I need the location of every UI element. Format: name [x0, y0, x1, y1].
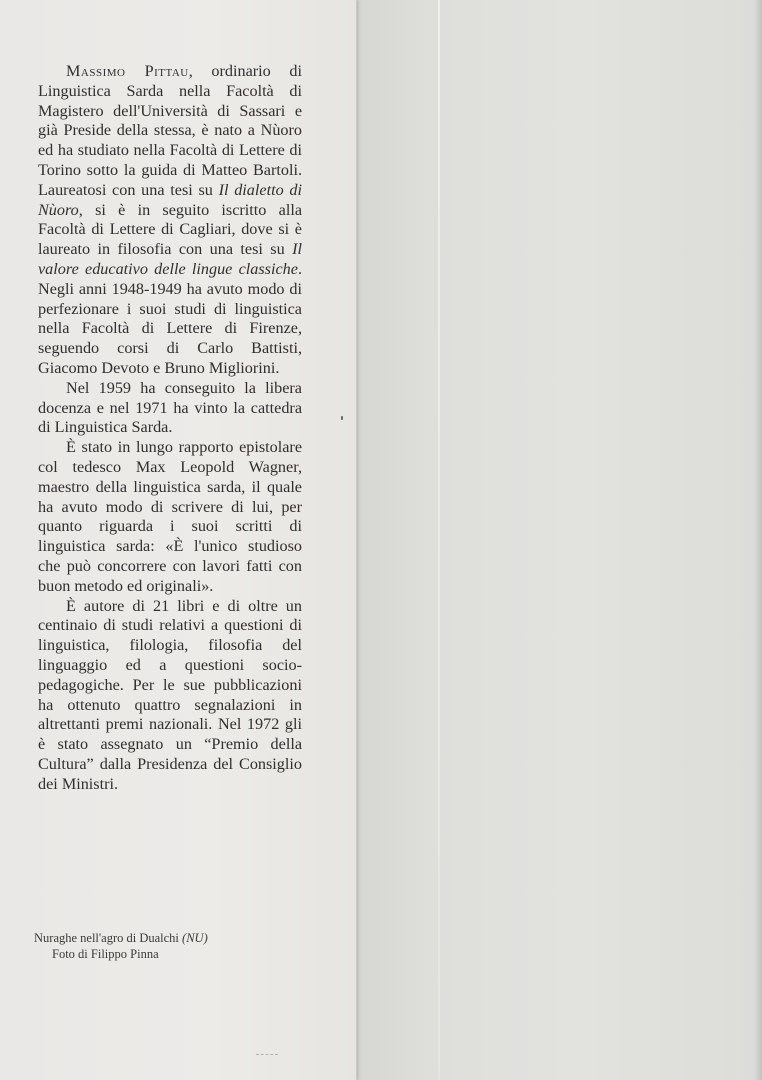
bio-paragraph-2: Nel 1959 ha conseguito la libera docenza e nel 1971 ha vinto la cattedra di Linguistica Sarda.: [38, 378, 302, 437]
bio-paragraph-1: [38, 62, 302, 379]
bio-text-1a: , ordinario di Linguistica Sarda nella Facoltà di Magistero dell'Università di Sassari e già Preside della stessa, è nato a Nùoro ed ha studiato nella Facoltà di Lettere di Torino sotto la guida di Matteo Bartoli. Laureatosi con una tesi su: [38, 62, 302, 199]
jacket-flap: [0, 0, 356, 1080]
paper-mark: [256, 1054, 278, 1057]
cover-fold-line: [438, 0, 440, 1080]
thesis-title-1: Il dialetto di Nùoro: [38, 180, 302, 219]
inside-cover: [356, 0, 762, 1080]
cover-edge-shadow: [754, 0, 762, 1080]
photo-caption: [34, 931, 208, 962]
caption-line-1: [34, 931, 208, 947]
caption-line-2: Foto di Filippo Pinna: [52, 946, 159, 961]
author-name: Massimo Pittau: [66, 62, 189, 80]
author-biography: [38, 62, 302, 794]
bio-paragraph-3: È stato in lungo rapporto epistolare col tedesco Max Leopold Wagner, maestro della linguistica sarda, il quale ha avuto modo di scrivere di lui, per quanto riguarda i suoi scritti di linguistica sarda: «È l'unico studioso che può concorrere con lavori fatti con buon metodo ed originali».: [38, 438, 302, 595]
bio-text-1c: . Negli anni 1948-1949 ha avuto modo di perfezionare i suoi studi di linguistica nella Facoltà di Lettere di Firenze, seguendo corsi di Carlo Battisti, Giacomo Devoto e Bruno Migliorini.: [38, 259, 302, 377]
thesis-title-2: Il valore educativo delle lingue classiche: [38, 240, 302, 278]
bio-text-1b: , si è in seguito iscritto alla Facoltà di Lettere di Cagliari, dove si è laureato in filosofia con una tesi su: [38, 200, 302, 259]
caption-province: (NU): [182, 931, 208, 945]
paper-speck: [341, 416, 343, 420]
bio-paragraph-4: È autore di 21 libri e di oltre un centinaio di studi relativi a questioni di linguistica, filologia, filosofia del linguaggio ed a questioni socio-pedagogiche. Per le sue pubblicazioni ha ottenuto quattro segnalazioni in altrettanti premi nazionali. Nel 1972 gli è stato assegnato un “Premio della Cultura” dalla Presidenza del Consiglio dei Ministri.: [38, 596, 302, 793]
caption-place: Nuraghe nell'agro di Dualchi: [34, 931, 183, 945]
